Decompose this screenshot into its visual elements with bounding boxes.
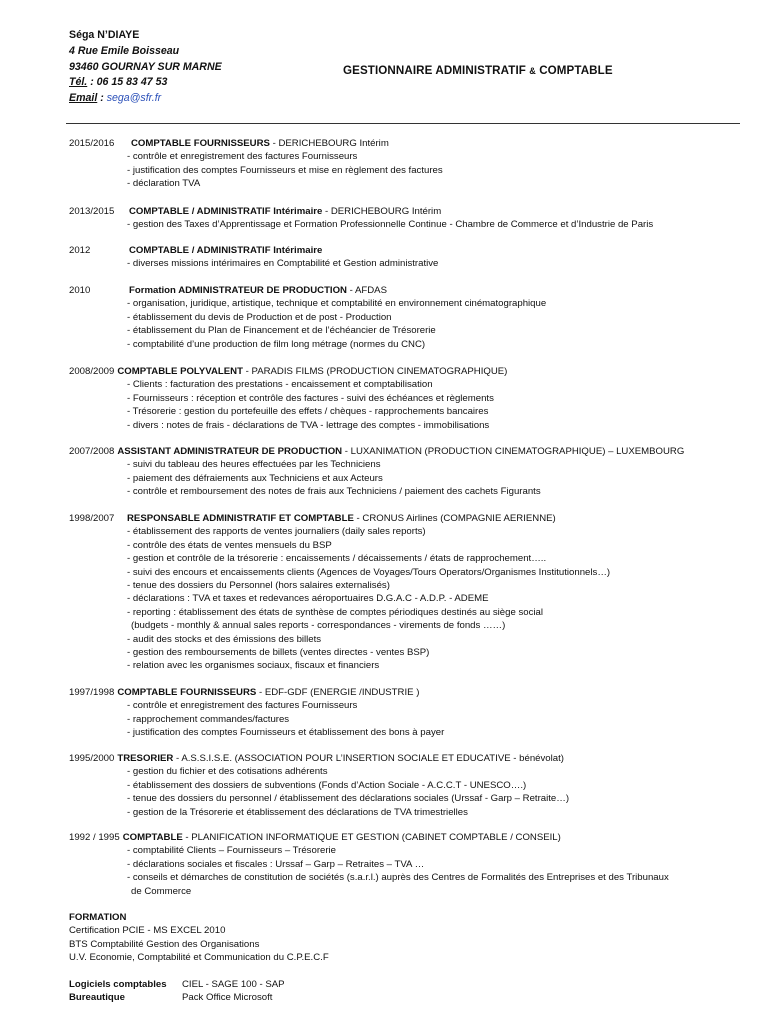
formation-line: BTS Comptabilité Gestion des Organisations — [69, 938, 260, 950]
experience-company: - EDF-GDF (ENERGIE /INDUSTRIE ) — [256, 687, 420, 698]
contact-city: 93460 GOURNAY SUR MARNE — [69, 60, 222, 73]
experience-header — [69, 365, 749, 378]
job-title-part2: COMPTABLE — [535, 64, 613, 77]
experience-task: - déclarations sociales et fiscales : Urssaf – Garp – Retraites – TVA … — [127, 858, 425, 870]
job-title-ampersand: & — [529, 66, 536, 76]
experience-task: - gestion et contrôle de la trésorerie : encaissements / décaissements / états de rapprochement….. — [127, 553, 547, 565]
experience-task: - établissement du Plan de Financement et de l’échéancier de Trésorerie — [127, 325, 436, 337]
experience-entry — [69, 205, 749, 232]
job-title — [343, 64, 613, 78]
experience-role: COMPTABLE FOURNISSEURS — [117, 687, 257, 698]
experience-company: - DERICHEBOURG Intérim — [322, 206, 442, 217]
experience-entry — [69, 512, 749, 673]
experience-task: - paiement des défraiements aux Techniciens et aux Acteurs — [127, 472, 383, 484]
experience-task: - reporting : établissement des états de synthèse de comptes périodiques destinés au siège social — [127, 606, 543, 618]
experience-task: - contrôle et enregistrement des factures Fournisseurs — [127, 700, 358, 712]
experience-header — [69, 205, 749, 218]
formation-heading: FORMATION — [69, 912, 127, 923]
experience-header — [69, 445, 749, 458]
phone-label: Tél. — [69, 76, 88, 89]
experience-task: de Commerce — [131, 885, 192, 897]
experience-task: - tenue des dossiers du Personnel (hors salaires externalisés) — [127, 580, 390, 592]
experience-task: - contrôle des états de ventes mensuels du BSP — [127, 539, 332, 551]
experience-year: 2015/2016 — [69, 138, 115, 149]
experience-entry — [69, 244, 749, 271]
experience-task: - contrôle et remboursement des notes de frais aux Techniciens / paiement des cachets Figurants — [127, 486, 541, 498]
experience-year: 2013/2015 — [69, 206, 115, 217]
experience-task: - gestion des remboursements de billets (ventes directes - ventes BSP) — [127, 647, 430, 659]
contact-street: 4 Rue Emile Boisseau — [69, 44, 180, 57]
experience-task: - gestion des Taxes d’Apprentissage et Formation Professionnelle Continue - Chambre de Commerce et d’Industrie de Paris — [127, 219, 654, 231]
software-value: CIEL - SAGE 100 - SAP — [182, 979, 285, 990]
experience-entry — [69, 284, 749, 351]
experience-task: - Clients : facturation des prestations - encaissement et comptabilisation — [127, 379, 433, 391]
experience-task: - établissement des rapports de ventes journaliers (daily sales reports) — [127, 526, 426, 538]
experience-task: - gestion du fichier et des cotisations adhérents — [127, 766, 328, 778]
experience-company: - DERICHEBOURG Intérim — [269, 138, 389, 149]
experience-task: - suivi du tableau des heures effectuées par les Techniciens — [127, 459, 381, 471]
experience-task: - déclaration TVA — [127, 178, 201, 190]
email-label: Email — [69, 92, 98, 105]
experience-year: 1998/2007 — [69, 513, 115, 524]
experience-year: 2010 — [69, 285, 91, 296]
experience-header — [69, 284, 749, 297]
experience-company: - LUXANIMATION (PRODUCTION CINEMATOGRAPHIQUE) – LUXEMBOURG — [342, 446, 685, 457]
experience-task: - relation avec les organismes sociaux, fiscaux et financiers — [127, 660, 380, 672]
experience-year: 2008/2009 — [69, 366, 115, 377]
experience-task: - tenue des dossiers du personnel / établissement des déclarations sociales (Urssaf - Garp – Retraite…) — [127, 793, 570, 805]
software-row — [69, 991, 285, 1004]
experience-role: COMPTABLE / ADMINISTRATIF Intérimaire — [129, 245, 323, 256]
header-divider — [66, 123, 740, 124]
formation-section — [69, 911, 329, 965]
experience-entry — [69, 445, 749, 499]
software-row — [69, 978, 285, 991]
experience-role: TRESORIER — [117, 753, 174, 764]
experience-header — [69, 137, 749, 150]
experience-role: COMPTABLE FOURNISSEURS — [131, 138, 270, 149]
experience-role: RESPONSABLE ADMINISTRATIF ET COMPTABLE — [127, 513, 354, 524]
experience-header — [69, 686, 749, 699]
experience-task: - établissement du devis de Production et de post - Production — [127, 311, 392, 323]
experience-task: - comptabilité d’une production de film long métrage (normes du CNC) — [127, 338, 426, 350]
experience-task: - conseils et démarches de constitution de sociétés (s.a.r.l.) auprès des Centres de Formalités des Entreprises et des Tribunaux — [127, 872, 669, 884]
experience-task: - comptabilité Clients – Fournisseurs – Trésorerie — [127, 845, 337, 857]
formation-line: Certification PCIE - MS EXCEL 2010 — [69, 925, 226, 937]
experience-header — [69, 752, 749, 765]
experience-task: - établissement des dossiers de subventions (Fonds d’Action Sociale - A.C.C.T - UNESCO….) — [127, 779, 527, 791]
software-label: Logiciels comptables — [69, 979, 167, 990]
experience-task: - organisation, juridique, artistique, technique et comptabilité en environnement cinématographique — [127, 298, 547, 310]
experience-task: - audit des stocks et des émissions des billets — [127, 633, 322, 645]
experience-company: - PARADIS FILMS (PRODUCTION CINEMATOGRAPHIQUE) — [242, 366, 508, 377]
experience-company: - AFDAS — [347, 285, 387, 296]
experience-task: - Fournisseurs : réception et contrôle des factures - suivi des échéances et règlements — [127, 392, 494, 404]
experience-task: - gestion de la Trésorerie et établissement des déclarations de TVA trimestrielles — [127, 806, 468, 818]
experience-role: ASSISTANT ADMINISTRATEUR DE PRODUCTION — [117, 446, 343, 457]
software-label: Bureautique — [69, 992, 125, 1004]
experience-company: - PLANIFICATION INFORMATIQUE ET GESTION (CABINET COMPTABLE / CONSEIL) — [182, 832, 561, 843]
experience-entry — [69, 137, 749, 191]
email-separator: : — [97, 92, 107, 105]
experience-year: 2012 — [69, 245, 91, 256]
experience-year: 1995/2000 — [69, 753, 115, 764]
experience-task: - rapprochement commandes/factures — [127, 713, 290, 725]
experience-company: - A.S.S.I.S.E. (ASSOCIATION POUR L’INSERTION SOCIALE ET EDUCATIVE - bénévolat) — [173, 753, 564, 764]
experience-task: - déclarations : TVA et taxes et redevances aéroportuaires D.G.A.C - A.D.P. - ADEME — [127, 593, 489, 605]
experience-year: 1992 / 1995 — [69, 832, 120, 843]
experience-entry — [69, 752, 749, 819]
experience-task: - contrôle et enregistrement des factures Fournisseurs — [127, 151, 358, 163]
experience-role: COMPTABLE POLYVALENT — [117, 366, 243, 377]
experience-year: 1997/1998 — [69, 687, 115, 698]
experience-year: 2007/2008 — [69, 446, 115, 457]
experience-task: - justification des comptes Fournisseurs et établissement des bons à payer — [127, 727, 445, 739]
job-title-part1: GESTIONNAIRE ADMINISTRATIF — [343, 64, 530, 77]
experience-task: - Trésorerie : gestion du portefeuille des effets / chèques - rapprochements bancaires — [127, 406, 489, 418]
contact-email — [69, 91, 222, 107]
experience-role: COMPTABLE / ADMINISTRATIF Intérimaire — [129, 206, 323, 217]
experience-role: Formation ADMINISTRATEUR DE PRODUCTION — [129, 285, 347, 296]
experience-task: - justification des comptes Fournisseurs et mise en règlement des factures — [127, 164, 443, 176]
experience-company: - CRONUS Airlines (COMPAGNIE AERIENNE) — [353, 513, 556, 524]
experience-entry — [69, 686, 749, 740]
contact-phone — [69, 75, 222, 91]
software-section — [69, 978, 285, 1005]
experience-header — [69, 244, 749, 257]
contact-block — [69, 28, 222, 107]
software-value: Pack Office Microsoft — [182, 992, 273, 1004]
experience-header — [69, 831, 749, 844]
candidate-name: Séga N’DIAYE — [69, 29, 140, 41]
experience-header — [69, 512, 749, 525]
experience-entry — [69, 831, 749, 898]
experience-task: - diverses missions intérimaires en Comptabilité et Gestion administrative — [127, 258, 439, 270]
experience-task: (budgets - monthly & annual sales reports - correspondances - virements de fonds ……) — [131, 620, 506, 632]
phone-value: : 06 15 83 47 53 — [87, 76, 168, 89]
formation-line: U.V. Economie, Comptabilité et Communication du C.P.E.C.F — [69, 952, 329, 964]
experience-task: - divers : notes de frais - déclarations de TVA - lettrage des comptes - immobilisations — [127, 419, 490, 431]
experience-role: COMPTABLE — [122, 832, 183, 843]
experience-task: - suivi des encours et encaissements clients (Agences de Voyages/Tours Operators/Organismes Institutionnels…) — [127, 566, 611, 578]
email-link[interactable]: sega@sfr.fr — [106, 92, 162, 105]
experience-entry — [69, 365, 749, 432]
